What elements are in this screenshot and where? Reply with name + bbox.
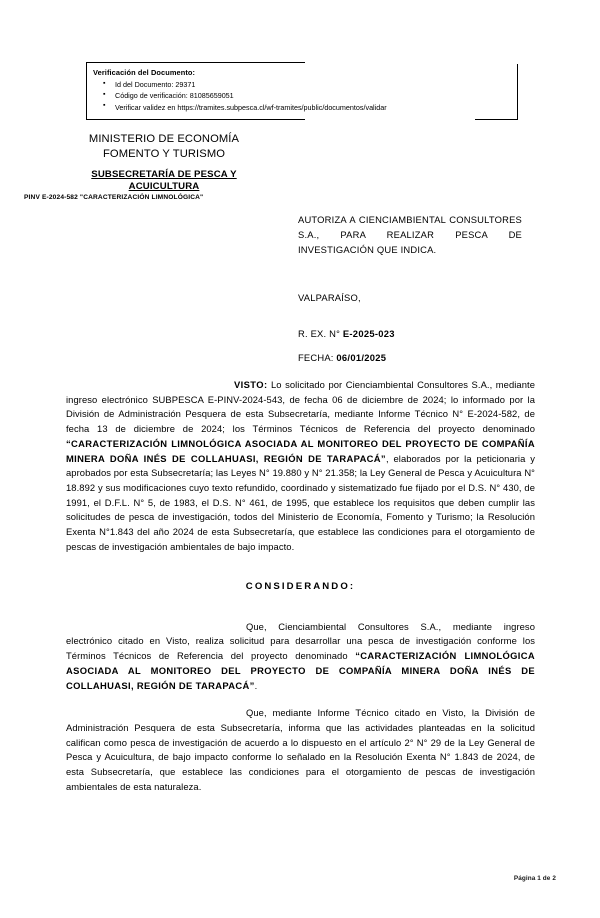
ministry-line-1: MINISTERIO DE ECONOMÍA bbox=[88, 133, 240, 145]
project-title-visto: “CARACTERIZACIÓN LIMNOLÓGICA ASOCIADA AL MONITOREO DEL PROYECTO DE COMPAÑÍA MINERA DOÑA INÉS DE COLLAHUASI, REGIÓN DE TARAPACÁ” bbox=[66, 437, 535, 464]
paragraph-considerando-2 bbox=[66, 706, 535, 794]
spacer-after-considerando bbox=[66, 592, 535, 620]
considerando-2-text: Que, mediante Informe Técnico citado en Visto, la División de Administración Pesquera de esta Subsecretaría, informa que las actividades planteadas en la solicitud califican como pesca de investigación de acuerdo a lo dispuesto en el artículo 2° N° 29 de la Ley General de Pesca y Acuicultura, de bajo impacto conforme lo señalado en la Resolución Exenta N° 1.843 de 2024, de esta Subsecretaría, que establece las condiciones para el otorgamiento de pescas de investigación ambientales de esta naturaleza. bbox=[66, 707, 535, 792]
verification-item-url: ▪ Verificar validez en https://tramites.subpesca.cl/wf-tramites/public/documentos/validar bbox=[115, 102, 511, 113]
verification-list bbox=[93, 79, 511, 112]
resolution-date-prefix: FECHA: bbox=[298, 352, 334, 363]
verification-title: Verificación del Documento: bbox=[93, 68, 196, 77]
paragraph-considerando-1 bbox=[66, 620, 535, 694]
paragraph-visto bbox=[66, 378, 535, 555]
subsecretary-line-2: ACUICULTURA bbox=[128, 181, 200, 193]
resolution-number-line bbox=[298, 328, 395, 339]
document-body bbox=[66, 378, 535, 795]
resolution-number-value: E-2025-023 bbox=[342, 328, 395, 339]
verification-box bbox=[86, 62, 518, 120]
verification-item-document-id: ▪ Id del Documento: 29371 bbox=[115, 79, 511, 90]
visto-text-part-2: , elaborados por la peticionaria y aprobados por esta Subsecretaría; las Leyes N° 19.880 y N° 21.358; la Ley General de Pesca y Acuicultura N° 18.892 y sus modificaciones cuyo texto refundido, coordinado y sistematizado fue fijado por el D.S. N° 430, de 1991, el D.F.L. N° 5, de 1983, el D.S. N° 461, de 1995, que establece los requisitos que deben cumplir las solicitudes de pesca de investigación, todos del Ministerio de Economía, Fomento y Turismo; la Resolución Exenta N°1.843 del año 2024 de esta Subsecretaría, que establece las condiciones para el otorgamiento de pescas de investigación ambientales de bajo impacto. bbox=[66, 452, 535, 552]
spacer-between-paragraphs bbox=[66, 693, 535, 706]
considerando-heading: CONSIDERANDO: bbox=[245, 580, 356, 592]
page-number-footer: Página 1 de 2 bbox=[513, 875, 556, 882]
visto-keyword: VISTO: bbox=[234, 379, 268, 390]
letterhead bbox=[44, 132, 284, 194]
subsecretary-name bbox=[44, 169, 284, 195]
resolution-date-value: 06/01/2025 bbox=[336, 352, 387, 363]
project-reference-code: PINV E-2024-582 "CARACTERIZACIÓN LIMNOLÓGICA" bbox=[24, 194, 204, 201]
considerando-1-text-part-2: . bbox=[254, 679, 258, 691]
visto-text-part-1: Lo solicitado por Cienciambiental Consultores S.A., mediante ingreso electrónico SUBPESCA E-PINV-2024-543, de fecha 06 de diciembre de 2024; lo informado por la División de Administración Pesquera de esta Subsecretaría, mediante Informe Técnico N° E-2024-582, de fecha 13 de diciembre de 2024; los Términos Técnicos de Referencia del proyecto denominado bbox=[66, 379, 535, 435]
subsecretary-line-1: SUBSECRETARÍA DE PESCA Y bbox=[91, 168, 237, 180]
project-title-considerando: “CARACTERIZACIÓN LIMNOLÓGICA ASOCIADA AL MONITOREO DEL PROYECTO DE COMPAÑÍA MINERA DOÑA INÉS DE COLLAHUASI, REGIÓN DE TARAPACÁ” bbox=[66, 650, 535, 691]
resolution-date-line bbox=[298, 352, 386, 363]
resolution-number-prefix: R. EX. N° bbox=[298, 328, 341, 339]
issue-place: VALPARAÍSO, bbox=[298, 292, 361, 303]
ministry-line-2: FOMENTO Y TURISMO bbox=[102, 147, 226, 160]
document-subject: AUTORIZA A CIENCIAMBIENTAL CONSULTORES S.A., PARA REALIZAR PESCA DE INVESTIGACIÓN QUE INDICA. bbox=[298, 214, 522, 256]
considerando-1-text-part-1: Que, Cienciambiental Consultores S.A., mediante ingreso electrónico citado en Visto, realiza solicitud para desarrollar una pesca de investigación conforme los Términos Técnicos de Referencia del proyecto denominado bbox=[66, 620, 535, 662]
verification-item-code: ▪ Código de verificación: 81085659051 bbox=[115, 90, 511, 101]
